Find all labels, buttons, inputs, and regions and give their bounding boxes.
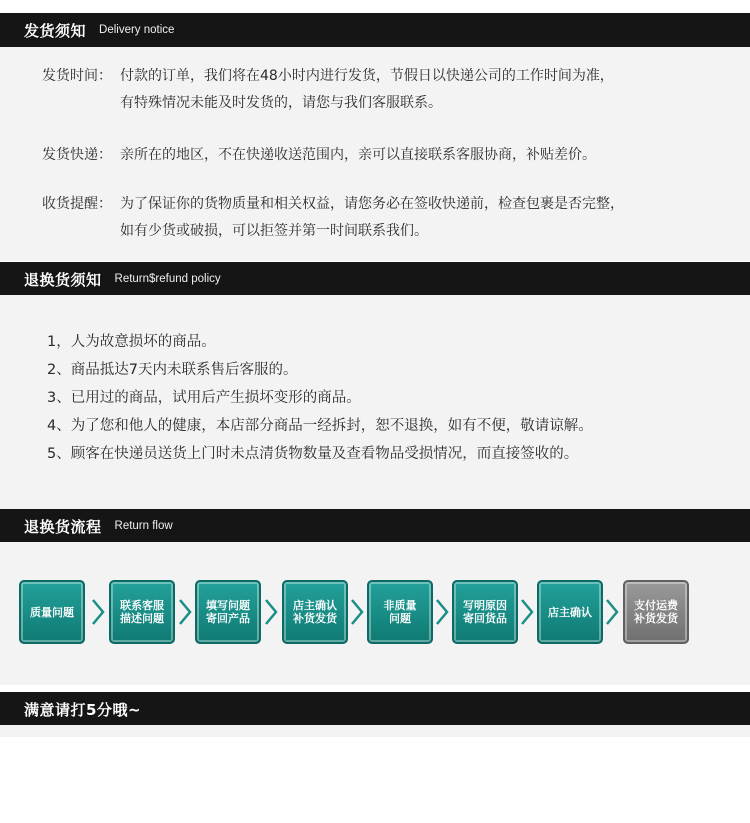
- flow-step-line2: 补货发货: [634, 612, 678, 625]
- delivery-item-time: [42, 66, 614, 86]
- policy-item: 4、为了您和他人的健康，本店部分商品一经拆封，恕不退换，如有不便，敬请谅解。: [47, 418, 593, 434]
- policy-item: 3、已用过的商品，试用后产生损坏变形的商品。: [47, 390, 361, 406]
- flow-title: 退换货流程: [24, 517, 102, 536]
- policy-item: 1，人为故意损坏的商品。: [47, 334, 216, 350]
- flow-step-owner-confirm: [537, 580, 603, 644]
- chevron-right-icon: [435, 598, 449, 626]
- rating-header: [0, 692, 750, 726]
- returns-title-en: Return$refund policy: [114, 273, 221, 285]
- flow-step-non-quality: [367, 580, 433, 644]
- delivery-item-label: 收货提醒：: [42, 196, 112, 212]
- policy-item: 5、顾客在快递员送货上门时未点清货物数量及查看物品受损情况，而直接签收的。: [47, 446, 579, 462]
- flow-step-quality-issue: [19, 580, 85, 644]
- returns-header: [0, 262, 750, 296]
- flow-step-state-reason: [452, 580, 518, 644]
- delivery-item-text: 付款的订单，我们将在48小时内进行发货，节假日以快递公司的工作时间为准，: [120, 68, 614, 84]
- flow-step-line1: 质量问题: [30, 605, 74, 619]
- delivery-item-label: 发货时间：: [42, 68, 112, 84]
- chevron-right-icon: [264, 598, 278, 626]
- flow-step-fill-issue: [195, 580, 261, 644]
- delivery-item-courier: [42, 145, 596, 165]
- delivery-item-text: 为了保证你的货物质量和相关权益，请您务必在签收快递前，检查包裹是否完整，: [120, 196, 624, 212]
- delivery-header: [0, 13, 750, 47]
- flow-step-line1: 店主确认: [293, 599, 337, 612]
- chevron-right-icon: [91, 598, 105, 626]
- returns-title: 退换货须知: [24, 270, 102, 289]
- flow-step-line1: 非质量: [383, 599, 417, 612]
- flow-step-line1: 店主确认: [548, 605, 592, 619]
- delivery-item-text: 亲所在的地区，不在快递收送范围内，亲可以直接联系客服协商，补贴差价。: [120, 147, 596, 163]
- flow-step-line2: 描述问题: [120, 612, 164, 625]
- flow-step-line2: 寄回产品: [206, 612, 250, 625]
- flow-header: [0, 509, 750, 543]
- chevron-right-icon: [178, 598, 192, 626]
- rating-title: 满意请打5分哦~: [24, 700, 142, 719]
- delivery-title-en: Delivery notice: [99, 24, 175, 36]
- delivery-item-text-cont: 有特殊情况未能及时发货的，请您与我们客服联系。: [120, 95, 442, 111]
- flow-step-contact-service: [109, 580, 175, 644]
- delivery-item-receipt: [42, 194, 624, 214]
- flow-step-line1: 联系客服: [120, 599, 164, 612]
- flow-step-line1: 支付运费: [634, 599, 678, 612]
- delivery-item-text-cont: 如有少货或破损，可以拒签并第一时间联系我们。: [120, 223, 428, 239]
- flow-step-line2: 寄回货品: [463, 612, 507, 625]
- policy-item: 2、商品抵达7天内未联系售后客服的。: [47, 362, 298, 378]
- chevron-right-icon: [520, 598, 534, 626]
- flow-step-pay-shipping: [623, 580, 689, 644]
- flow-step-line2: 问题: [389, 612, 411, 625]
- flow-step-line2: 补货发货: [293, 612, 337, 625]
- delivery-item-label: 发货快递：: [42, 147, 112, 163]
- flow-step-owner-confirm-ship: [282, 580, 348, 644]
- delivery-title: 发货须知: [24, 21, 87, 40]
- flow-step-line1: 填写问题: [206, 599, 250, 612]
- rating-panel: [0, 725, 750, 737]
- chevron-right-icon: [350, 598, 364, 626]
- flow-step-line1: 写明原因: [463, 599, 507, 612]
- flow-title-en: Return flow: [114, 520, 173, 532]
- chevron-right-icon: [605, 598, 619, 626]
